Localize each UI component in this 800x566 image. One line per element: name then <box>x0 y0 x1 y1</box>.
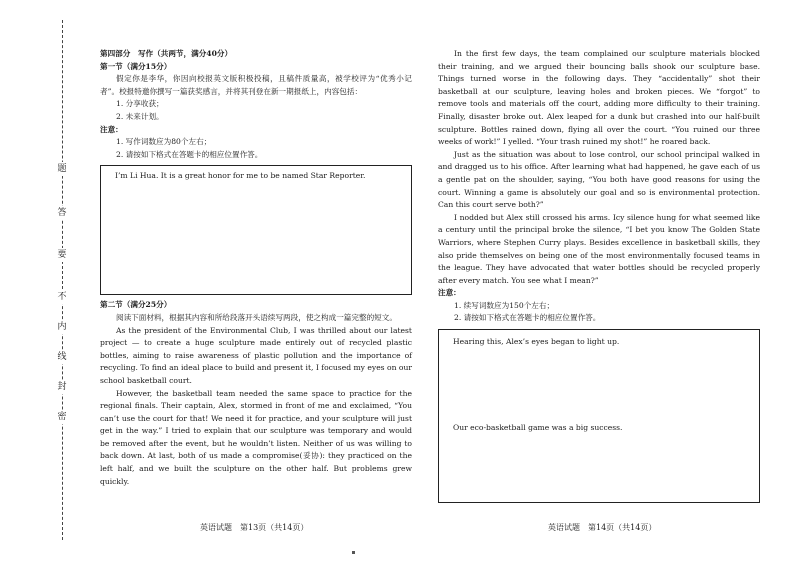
story-paragraph: Just as the situation was about to lose control, our school principal walked in and dragged us to his office. After learning what had happened, he gave each of us a gentle pat on the shoulder, saying, “You both have good reasons for using the court. Winning a game is absolutely our goal and so is environmental protection. Can this court serve both?” <box>438 149 760 210</box>
page-14-footer: 英语试题 第14页（共14页） <box>548 523 657 532</box>
seal-char: 内 <box>55 320 69 334</box>
section1-answer-box <box>100 165 412 295</box>
section2-note: 1. 续写词数应为150个左右； <box>454 300 555 310</box>
notes-label: 注意： <box>438 288 461 298</box>
section2-intro: 阅读下面材料，根据其内容和所给段落开头语续写两段，使之构成一篇完整的短文。 <box>116 312 397 322</box>
section1-point: 2. 未来计划。 <box>116 111 164 121</box>
section1-title: 第一节（满分15分） <box>100 61 172 71</box>
page-13-footer: 英语试题 第13页（共14页） <box>200 523 309 532</box>
section2-title: 第二节（满分25分） <box>100 300 172 310</box>
scan-dot <box>352 551 355 554</box>
story-paragraph: As the president of the Environmental Club, I was thrilled about our latest project — to create a huge sculpture made entirely out of recycled plastic bottles, aiming to raise awareness of plastic pollution and the importance of recycling. To find an ideal place to build and present it, I focused my eyes on our school basketball court. <box>100 325 412 385</box>
page-13-column <box>100 48 412 488</box>
seal-char: 不 <box>55 290 69 304</box>
page-14-column <box>438 48 760 507</box>
notes-label: 注意： <box>100 124 123 134</box>
section2-answer-box <box>438 329 760 503</box>
section1-note: 2. 请按如下格式在答题卡的相应位置作答。 <box>116 149 263 159</box>
seal-char: 密 <box>55 410 69 424</box>
binding-line-margin <box>52 20 74 540</box>
box-opening-line-1: Hearing this, Alex’s eyes began to light up. <box>453 337 620 347</box>
seal-char: 题 <box>55 162 69 176</box>
seal-char: 答 <box>55 206 69 220</box>
section1-box-opening: I’m Li Hua. It is a great honor for me to be named Star Reporter. <box>115 171 366 181</box>
section1-point: 1. 分享收获； <box>116 99 164 109</box>
section2-note: 2. 请按如下格式在答题卡的相应位置作答。 <box>454 313 601 323</box>
section1-note: 1. 写作词数应为80个左右； <box>116 137 212 147</box>
part-title: 第四部分 写作（共两节，满分40分） <box>100 49 233 58</box>
seal-char: 要 <box>55 248 69 262</box>
box-opening-line-2: Our eco-basketball game was a big success. <box>453 423 623 433</box>
story-paragraph: I nodded but Alex still crossed his arms. Icy silence hung for what seemed like a century until the principal broke the silence, “I bet you know The Golden State Warriors, where Stephen Curry plays. Besides excellence in basketball skills, they also pride themselves on being one of the most environmentally focused teams in the league. They have advocated that water bottles should be recycled properly after every match. You see what I mean?” <box>438 212 760 285</box>
story-paragraph: However, the basketball team needed the same space to practice for the regional finals. Their captain, Alex, stormed in front of me and exclaimed, “You can’t use the court for that! We need it for practice, and your sculpture will just get in the way.” I tried to explain that our sculpture was temporary and would be removed after the event, but he wouldn’t listen. Neither of us was willing to back down. At last, both of us made a compromise(妥协): they practiced on the left half, and we built the sculpture on the other half. But problems grew quickly. <box>100 388 412 486</box>
seal-dashed-line <box>62 20 63 540</box>
section1-intro: 假定你是李华，你因向校报英文版积极投稿，且稿件质量高，被学校评为“优秀小记者”。校报特邀你撰写一篇获奖感言，并将其刊登在新一期报纸上，内容包括： <box>100 74 412 96</box>
story-paragraph: In the first few days, the team complained our sculpture materials blocked their training, and we argued their bouncing balls shook our sculpture base. Things turned worse in the following days. They “accidentally” shot their basketball at our sculpture, leaving holes and broken pieces. We “forgot” to remove tools and materials off the court, adding more difficulty to their training. Finally, disaster broke out. Alex leaped for a dunk but crashed into our half-built sculpture. Bottles rained down, flying all over the court. “You ruined our three weeks of work!” I yelled. “Your trash ruined my shot!” he roared back. <box>438 49 760 147</box>
seal-char: 封 <box>55 380 69 394</box>
seal-char: 线 <box>55 350 69 364</box>
